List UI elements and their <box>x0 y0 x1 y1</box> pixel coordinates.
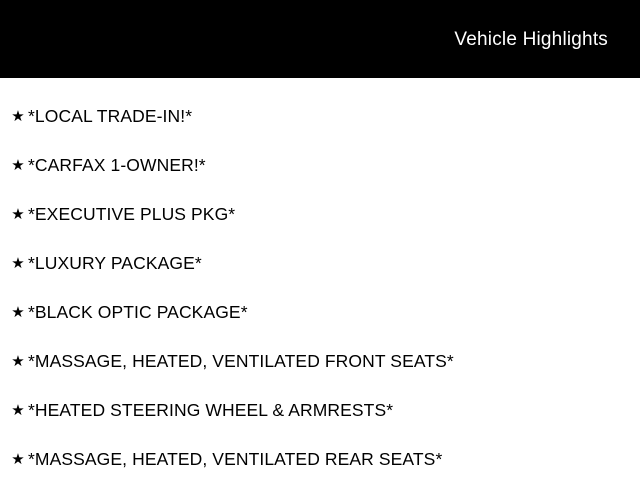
highlight-label: *LOCAL TRADE-IN!* <box>28 105 193 126</box>
star-bullet-icon: ★ <box>11 157 25 174</box>
highlight-label: *HEATED STEERING WHEEL & ARMRESTS* <box>28 399 394 420</box>
highlight-label: *MASSAGE, HEATED, VENTILATED FRONT SEATS* <box>28 350 454 371</box>
star-bullet-icon: ★ <box>11 402 25 419</box>
list-item <box>0 92 640 141</box>
list-item <box>0 239 640 288</box>
highlight-label: *CARFAX 1-OWNER!* <box>28 154 206 175</box>
star-bullet-icon: ★ <box>11 206 25 223</box>
list-item <box>0 190 640 239</box>
list-item <box>0 386 640 435</box>
list-item <box>0 435 640 484</box>
star-bullet-icon: ★ <box>11 353 25 370</box>
list-item <box>0 288 640 337</box>
highlight-label: *MASSAGE, HEATED, VENTILATED REAR SEATS* <box>28 448 443 469</box>
highlight-label: *LUXURY PACKAGE* <box>28 252 202 273</box>
page-header <box>0 0 640 78</box>
list-item <box>0 141 640 190</box>
highlight-label: *EXECUTIVE PLUS PKG* <box>28 203 236 224</box>
star-bullet-icon: ★ <box>11 304 25 321</box>
page-title: Vehicle Highlights <box>454 28 608 50</box>
list-item <box>0 337 640 386</box>
star-bullet-icon: ★ <box>11 451 25 468</box>
highlight-label: *BLACK OPTIC PACKAGE* <box>28 301 248 322</box>
star-bullet-icon: ★ <box>11 255 25 272</box>
highlights-list <box>0 78 640 484</box>
star-bullet-icon: ★ <box>11 108 25 125</box>
